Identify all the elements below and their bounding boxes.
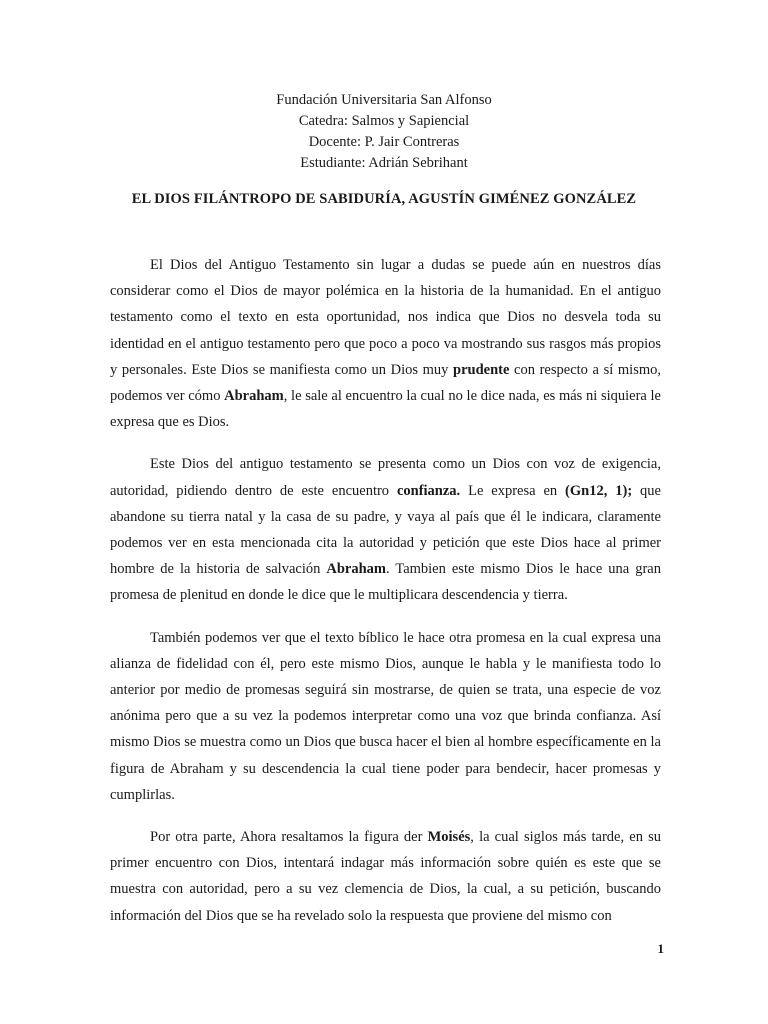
page-number: 1 <box>657 941 664 956</box>
course-line: Catedra: Salmos y Sapiencial <box>298 113 470 129</box>
bold-term-prudente: prudente <box>453 361 510 378</box>
paragraph-2-text: que abandone su tierra natal y la casa de su padre, y vaya al país que él le indicara, claramente podemos ver en esta mencionada cita la autoridad y petición que este Dios hace al primer hombre de la historia de salvación <box>110 482 661 578</box>
paragraph-2 <box>110 451 661 608</box>
paragraph-4-text: , la cual siglos más tarde, en su primer encuentro con Dios, intentará indagar más información sobre quién es este que se muestra con autoridad, pero a su vez clemencia de Dios, la cual, a su petición, buscando información del Dios que se ha revelado solo la respuesta que proviene del mismo con <box>110 829 661 924</box>
paragraph-3 <box>110 625 661 808</box>
paragraph-4 <box>110 824 661 929</box>
bold-term-abraham: Abraham <box>326 561 386 578</box>
paragraph-4-text: Por otra parte, Ahora resaltamos la figura der <box>150 829 428 846</box>
paragraph-2-text: Le expresa en <box>460 482 566 499</box>
paragraph-3-text: También podemos ver que el texto bíblico le hace otra promesa en la cual expresa una alianza de fidelidad con él, pero este mismo Dios, aunque le habla y le manifiesta todo lo anterior por medio de promesas seguirá sin mostrarse, de quien se trata, una especie de voz anónima pero que a su vez la podemos interpretar como una voz que brinda confianza. Así mismo Dios se muestra como un Dios que busca hacer el bien al hombre específicamente en la figura de Abraham y su descendencia la cual tiene poder para bendecir, hacer promesas y cumplirlas. <box>110 629 661 803</box>
paragraph-1 <box>110 252 661 435</box>
document-header <box>0 90 768 174</box>
bold-term-abraham: Abraham <box>224 388 284 405</box>
paragraph-1-text: , le sale al encuentro la cual no le dice nada, es más ni siquiera le expresa que es Dios. <box>110 388 661 431</box>
document-title: EL DIOS FILÁNTROPO DE SABIDURÍA, AGUSTÍN GIMÉNEZ GONZÁLEZ <box>131 191 637 207</box>
institution-line: Fundación Universitaria San Alfonso <box>276 92 492 108</box>
paragraph-1-text: con respecto a sí mismo, podemos ver cómo <box>110 361 661 405</box>
bold-term-confianza: confianza. <box>396 482 461 499</box>
document-body <box>110 252 661 929</box>
bold-term-moises: Moisés <box>427 829 471 846</box>
paragraph-2-text: Este Dios del antiguo testamento se presenta como un Dios con voz de exigencia, autoridad, pidiendo dentro de este encuentro <box>110 456 661 499</box>
teacher-line: Docente: P. Jair Contreras <box>308 134 460 150</box>
paragraph-2-text: . Tambien este mismo Dios le hace una gran promesa de plenitud en donde le dice que le multiplicara descendencia y tierra. <box>110 561 661 604</box>
student-line: Estudiante: Adrián Sebrihant <box>300 155 468 171</box>
bold-citation: (Gn12, 1); <box>565 482 633 499</box>
paragraph-1-text: El Dios del Antiguo Testamento sin lugar a dudas se puede aún en nuestros días considerar como el Dios de mayor polémica en la historia de la humanidad. En el antiguo testamento como el texto en esta oportunidad, nos indica que Dios no desvela toda su identidad en el antiguo testamento pero que poco a poco va mostrando sus rasgos más propios y personales. Este Dios se manifiesta como un Dios muy <box>110 257 661 378</box>
